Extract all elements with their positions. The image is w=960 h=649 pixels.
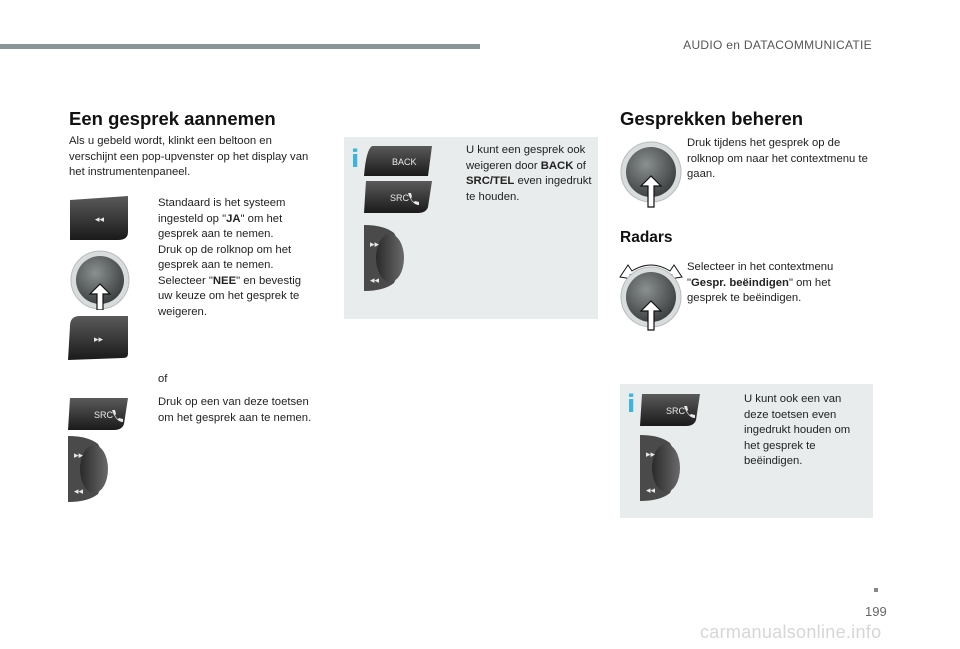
intro-text: Als u gebeld wordt, klinkt een beltoon en verschijnt een pop-upvenster op het display van het instrumentenpaneel. — [69, 135, 309, 178]
src-instruction-text: Druk op een van deze toetsen om het gesprek aan te nemen. — [158, 396, 312, 424]
prev-button — [68, 196, 130, 240]
src-tel-button — [640, 394, 702, 426]
src-tel-button — [68, 398, 130, 430]
section-title: AUDIO en DATACOMMUNICATIE — [683, 38, 872, 52]
default-setting-text: Standaard is het systeem ingesteld op "JA" om het gesprek aan te nemen. — [158, 197, 286, 240]
context-menu-text: Druk tijdens het gesprek op de rolknop om naar het contextmenu te gaan. — [687, 137, 868, 180]
steering-control — [68, 436, 112, 502]
rotary-knob-turn — [618, 257, 684, 331]
info-icon: i — [351, 145, 360, 173]
page-number: 199 — [865, 604, 887, 619]
src-label: SRC — [666, 406, 686, 416]
or-text: of — [158, 373, 168, 385]
info-text: U kunt ook een van deze toetsen even ingedrukt houden om het gesprek te beëindigen. — [744, 393, 851, 467]
press-knob-text: Druk op de rolknop om het gesprek aan te nemen. — [158, 243, 292, 271]
instruction-text — [158, 196, 318, 320]
next-button — [68, 316, 130, 360]
fast-forward-icon: ▸▸ — [646, 449, 656, 459]
rewind-icon: ◂◂ — [370, 275, 380, 285]
back-label: BACK — [392, 157, 417, 167]
watermark: carmanualsonline.info — [700, 622, 882, 642]
end-call-text: Selecteer in het contextmenu "Gespr. beëindigen" om het gesprek te beëindigen. — [687, 261, 834, 304]
rewind-icon: ◂◂ — [74, 486, 84, 496]
decline-text: Selecteer "NEE" en bevestig uw keuze om het gesprek te weigeren. — [158, 274, 302, 318]
info-icon: i — [627, 390, 636, 418]
left-heading: Een gesprek aannemen — [69, 108, 276, 129]
radars-heading: Radars — [620, 229, 673, 246]
back-button — [364, 146, 434, 176]
info-text: U kunt een gesprek ook weigeren door BACK of SRC/TEL even ingedrukt te houden. — [466, 144, 592, 203]
page-marker — [874, 588, 878, 592]
rotary-knob — [620, 140, 682, 208]
src-label: SRC — [390, 193, 410, 203]
fast-forward-icon: ▸▸ — [370, 239, 380, 249]
header-bar — [0, 44, 480, 49]
src-tel-button — [364, 181, 434, 213]
rewind-icon: ◂◂ — [95, 214, 105, 224]
fast-forward-icon: ▸▸ — [74, 450, 84, 460]
rewind-icon: ◂◂ — [646, 485, 656, 495]
right-heading: Gesprekken beheren — [620, 108, 804, 129]
fast-forward-icon: ▸▸ — [94, 334, 104, 344]
steering-control — [364, 225, 408, 291]
steering-control — [640, 435, 684, 501]
src-label: SRC — [94, 410, 114, 420]
rotary-knob — [70, 250, 130, 310]
